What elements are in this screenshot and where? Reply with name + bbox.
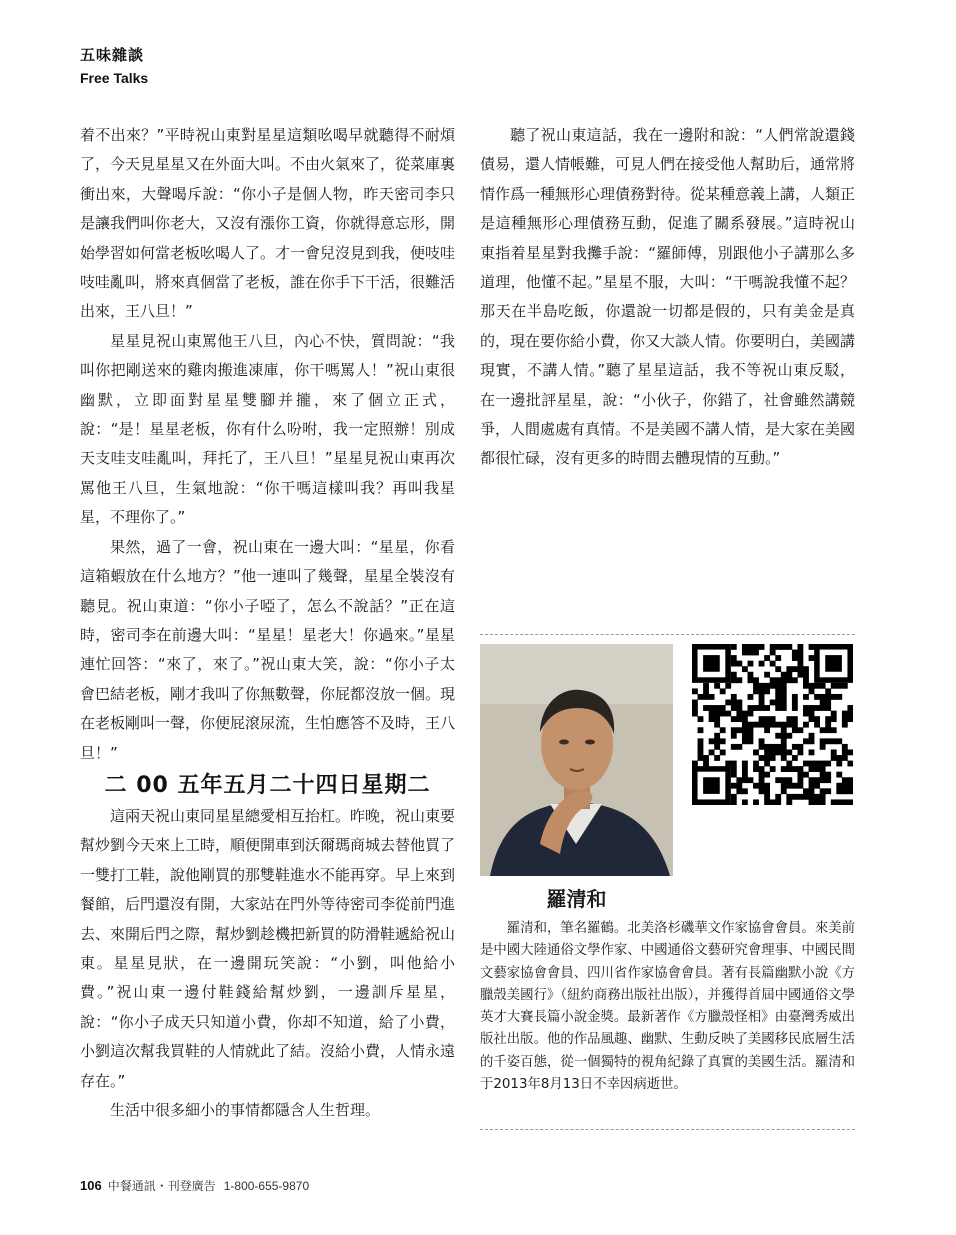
- paragraph: 果然，過了一會，祝山東在一邊大叫：“星星，你看這箱蝦放在什么地方？”他一連叫了幾聲，星星全裝沒有聽見。祝山東道：“你小子啞了，怎么不說話？”正在這時，密司李在前邊大叫：“星星！星老大！你過來。”星星連忙回答：“來了，來了。”祝山東大笑，說：“你小子太會巴結老板，剛才我叫了你無數聲，你屁都沒放一個。現在老板剛叫一聲，你便屁滾尿流，生怕應答不及時，王八旦！”: [80, 537, 456, 762]
- publication-name: 中餐通訊・刊登廣告: [107, 1179, 216, 1193]
- qr-code[interactable]: [692, 644, 853, 805]
- author-bio: [480, 918, 855, 1096]
- section-title-en: Free Talks: [80, 70, 149, 86]
- phone-number: 1-800-655-9870: [223, 1179, 310, 1193]
- author-box-bottom-divider: [480, 1129, 855, 1130]
- section-title-cn: 五味雜談: [80, 46, 145, 64]
- qr-code-icon: [692, 644, 853, 805]
- paragraph: 星星見祝山東罵他王八旦，內心不快，質問說：“我叫你把剛送來的雞肉搬進凍庫，你干嗎罵人！”祝山東很幽默，立即面對星星雙腳并攏，來了個立正式，說：“是！星星老板，你有什么吩咐，我一定照辦！別成天支哇支哇亂叫，拜托了，王八旦！”星星見祝山東再次罵他王八旦，生氣地說：“你干嗎這樣叫我？再叫我星星，不理你了。”: [80, 331, 455, 527]
- paragraph: 聽了祝山東這話，我在一邊附和說：“人們常說還錢債易，還人情帳難，可見人們在接受他人幫助后，通常將情作爲一種無形心理債務對待。從某種意義上講，人類正是這種無形心理債務互動，促進了關系發展。”這時祝山東指着星星對我攤手說：“羅師傅，別跟他小子講那么多道理，他懂不起。”星星不服，大叫：“干嗎說我懂不起？那天在半島吃飯，你還說一切都是假的，只有美金是真的，現在要你給小費，你又大談人情。你要明白，美國講現實，不講人情。”聽了星星這話，我不等祝山東反駁，在一邊批評星星，說：“小伙子，你錯了，社會雖然講競爭，人間處處有真情。不是美國不講人情，是大家在美國都很忙碌，沒有更多的時間去體現情的互動。”: [480, 126, 856, 468]
- author-box-top-divider: [480, 634, 855, 635]
- section-header: [80, 48, 148, 85]
- author-photo: [480, 644, 673, 876]
- page-number: 106: [80, 1178, 102, 1193]
- paragraph: 着不出來？”平時祝山東對星星這類吆喝早就聽得不耐煩了，今天見星星又在外面大叫。不由火氣來了，從菜庫裏衝出來，大聲喝斥說：“你小子是個人物，昨天密司李只是讓我們叫你老大，又沒有漲你工資，你就得意忘形，開始學習如何當老板吆喝人了。才一會兒沒見到我，便吱哇吱哇亂叫，將來真個當了老板，誰在你手下干活，很難活出來，王八旦！”: [80, 126, 456, 321]
- paragraph: 這兩天祝山東同星星總愛相互抬杠。昨晚，祝山東要幫炒劉今天來上工時，順便開車到沃爾瑪商城去替他買了一雙打工鞋，說他剛買的那雙鞋進水不能再穿。早上來到餐館，后門還沒有開，大家站在門外等待密司李從前門進去、來開后門之際，幫炒劉趁機把新買的防滑鞋遞給祝山東。星星見狀，在一邊開玩笑說：“小劉，叫他給小費。”祝山東一邊付鞋錢給幫炒劉，一邊訓斥星星，說：“你小子成天只知道小費，你却不知道，給了小費，小劉這次幫我買鞋的人情就此了結。沒給小費，人情永遠存在。”: [80, 806, 456, 1090]
- page-footer: [80, 1178, 309, 1194]
- paragraph: 生活中很多細小的事情都隱含人生哲理。: [110, 1101, 381, 1119]
- author-portrait-icon: [480, 644, 673, 876]
- author-name: 羅清和: [546, 887, 607, 911]
- left-column: [80, 121, 455, 1125]
- author-bio-text: 羅清和，筆名羅鶴。北美洛杉磯華文作家協會會員。來美前是中國大陸通俗文學作家、中國通俗文藝研究會理事、中國民間文藝家協會會員、四川省作家協會會員。著有長篇幽默小說《方臘殼美國行》（紐約商務出版社出版），并獲得首屆中國通俗文學英才大賽長篇小說金獎。最新著作《方臘殼怪相》由臺灣秀威出版社出版。他的作品風趣、幽默、生動反映了美國移民底層生活的千姿百態，從一個獨特的視角紀錄了真實的美國生活。羅清和于2013年8月13日不幸因病逝世。: [480, 921, 855, 1093]
- right-column: [480, 121, 855, 474]
- date-heading: 二 00 五年五月二十四日星期二: [104, 772, 431, 798]
